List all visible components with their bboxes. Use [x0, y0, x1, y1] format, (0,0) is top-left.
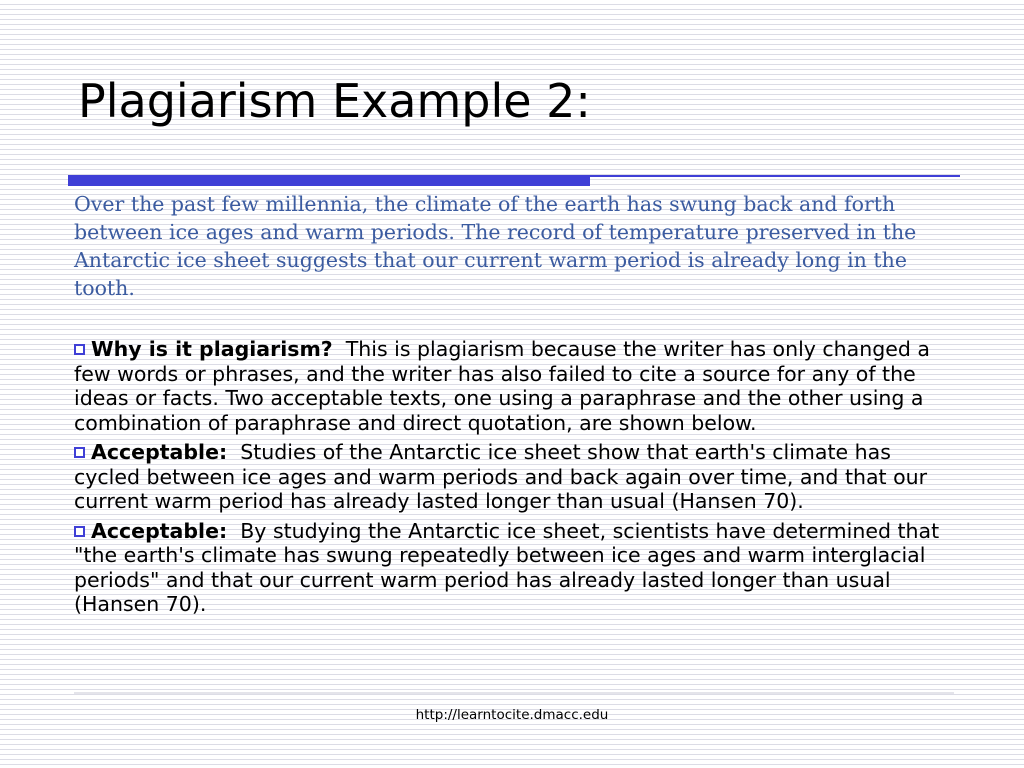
bullet-list	[74, 337, 954, 622]
hollow-square-bullet-icon	[74, 447, 85, 458]
bullet-why-plagiarism	[74, 337, 954, 435]
original-quote-text: Over the past few millennia, the climate of the earth has swung back and forth between ice ages and warm periods. The record of temperature preserved in the Antarctic ice sheet suggests that our current warm period is already long in the tooth.	[74, 192, 917, 300]
bullet-acceptable-paraphrase	[74, 440, 954, 514]
footer-divider	[74, 692, 954, 694]
title-divider-thick	[68, 175, 590, 186]
footer-url: http://learntocite.dmacc.edu	[415, 707, 609, 723]
bullet-lead-label: Why is it plagiarism?	[91, 337, 333, 361]
bullet-body-text: By studying the Antarctic ice sheet, scientists have determined that "the earth's climate has swung repeatedly between ice ages and warm interglacial periods" and that our current warm period has already lasted longer than usual (Hansen 70).	[74, 518, 940, 616]
bullet-body-text: This is plagiarism because the writer has only changed a few words or phrases, and the writer has also failed to cite a source for any of the ideas or facts. Two acceptable texts, one using a paraphrase and the other using a combination of paraphrase and direct quotation, are shown below.	[74, 337, 930, 435]
bullet-lead-label: Acceptable:	[91, 518, 228, 543]
title-divider-thin	[590, 175, 960, 177]
slide-title: Plagiarism Example 2:	[78, 74, 591, 128]
hollow-square-bullet-icon	[74, 344, 85, 355]
hollow-square-bullet-icon	[74, 526, 85, 537]
bullet-acceptable-quotation	[74, 519, 954, 617]
bullet-lead-label: Acceptable:	[91, 440, 228, 464]
bullet-body-text: Studies of the Antarctic ice sheet show that earth's climate has cycled between ice ages and warm periods and back again over time, and that our current warm period has already lasted longer than usual (Hansen 70).	[74, 440, 928, 513]
